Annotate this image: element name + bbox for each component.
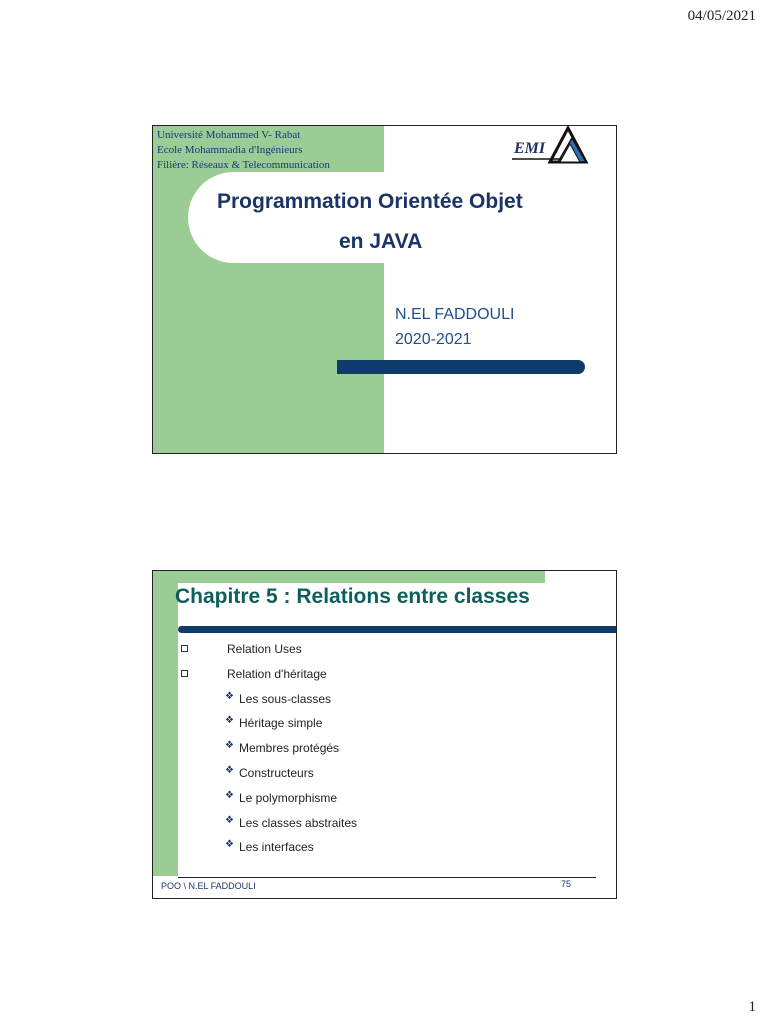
green-column <box>153 571 178 876</box>
logo-text: EMI <box>514 140 546 157</box>
university-name: Université Mohammed V- Rabat <box>157 129 301 141</box>
page-date: 04/05/2021 <box>687 8 756 24</box>
title-slide <box>152 125 617 454</box>
list-item-label: Les interfaces <box>239 840 314 855</box>
diamond-bullet-icon: ❖ <box>225 814 234 826</box>
diamond-bullet-icon: ❖ <box>225 715 234 727</box>
decorative-bar <box>337 360 585 374</box>
list-item-label: Héritage simple <box>239 716 323 731</box>
program-name: Filière: Réseaux & Telecommunication <box>157 159 330 171</box>
slide-number: 75 <box>561 879 572 889</box>
diamond-bullet-icon: ❖ <box>225 765 234 776</box>
list-item-label: Constructeurs <box>239 766 314 780</box>
chapter-title: Chapitre 5 : Relations entre classes <box>175 585 530 608</box>
list-item-label: Le polymorphisme <box>239 790 338 805</box>
green-band <box>153 571 545 583</box>
footer-course-label: POO \ N.EL FADDOULI <box>161 881 256 891</box>
square-bullet-icon <box>181 645 188 652</box>
list-item-label: Relation d'héritage <box>227 666 327 681</box>
institution-info <box>157 128 330 173</box>
decorative-bar <box>178 626 617 633</box>
diamond-bullet-icon: ❖ <box>225 690 234 702</box>
diamond-bullet-icon: ❖ <box>225 839 234 851</box>
list-item-label: Les classes abstraites <box>239 815 358 830</box>
emi-logo-icon <box>510 126 590 166</box>
author-name: N.EL FADDOULI <box>395 306 515 323</box>
school-name: Ecole Mohammadia d'Ingénieurs <box>157 144 303 156</box>
page-number: 1 <box>748 999 756 1015</box>
diamond-bullet-icon: ❖ <box>225 740 234 752</box>
academic-year: 2020-2021 <box>395 331 472 348</box>
list-item-label: Relation Uses <box>227 642 302 656</box>
list-item-label: Les sous-classes <box>239 691 332 706</box>
slide-title-line1: Programmation Orientée Objet <box>217 190 523 213</box>
chapter-slide <box>152 570 617 899</box>
square-bullet-icon <box>181 670 188 677</box>
footer-divider <box>178 877 596 878</box>
diamond-bullet-icon: ❖ <box>225 789 234 801</box>
list-item-label: Membres protégés <box>239 741 340 756</box>
slide-title-line2: en JAVA <box>339 230 423 253</box>
